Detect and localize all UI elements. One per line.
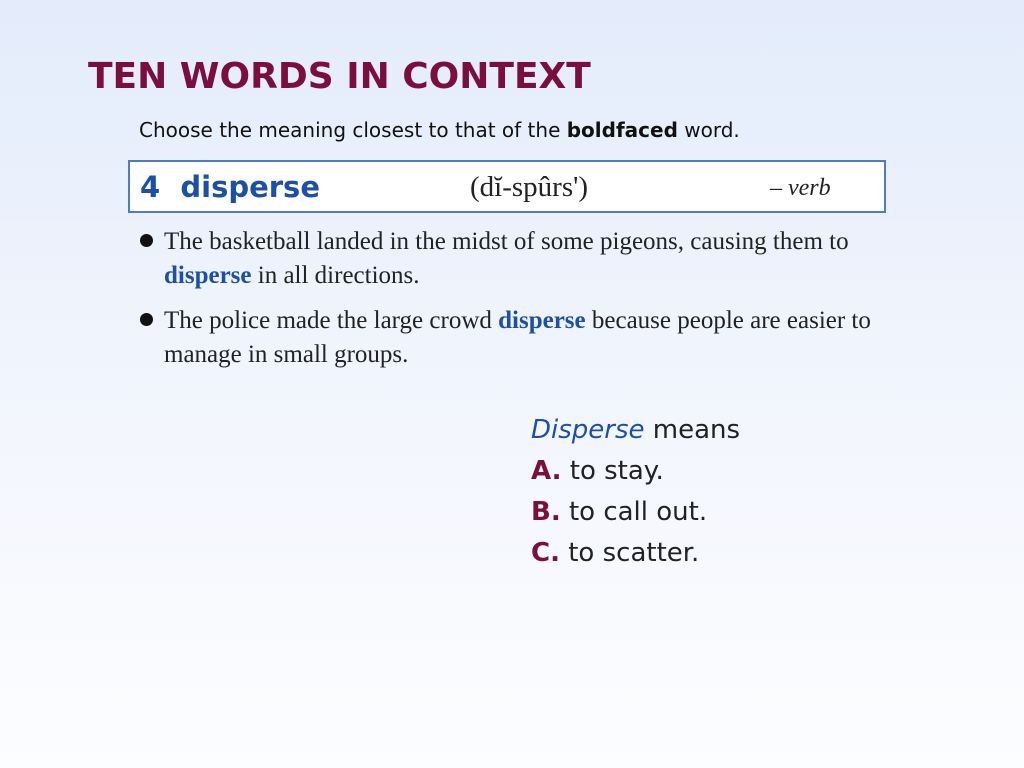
answer-choice-c[interactable] (531, 533, 740, 574)
choice-text: to scatter. (559, 538, 700, 568)
sentence-keyword: disperse (164, 262, 252, 289)
answer-choice-b[interactable] (531, 492, 740, 533)
instruction-bold-word: boldfaced (566, 118, 678, 142)
vocabulary-word: 4 disperse (140, 170, 320, 204)
choice-letter: B. (531, 497, 561, 527)
instruction-before: Choose the meaning closest to that of the (139, 118, 567, 142)
example-sentence (140, 225, 930, 293)
sentence-keyword: disperse (498, 307, 586, 334)
part-of-speech: – verb (770, 175, 831, 201)
pronunciation: (dĭ-spûrs') (470, 171, 588, 203)
bullet-icon (140, 313, 153, 326)
question-prompt (531, 410, 740, 451)
choice-text: to call out. (560, 497, 708, 527)
sentence-text-before: The police made the large crowd (164, 307, 499, 334)
bullet-icon (140, 234, 153, 247)
example-sentence (140, 304, 930, 372)
sentence-text-after: in all directions. (251, 262, 420, 289)
example-sentences (140, 225, 930, 383)
choice-letter: A. (531, 456, 562, 486)
instruction-text (139, 118, 740, 142)
question-word: Disperse (531, 415, 645, 445)
sentence-text-before: The basketball landed in the midst of some pigeons, causing them to (164, 228, 849, 255)
answer-choice-a[interactable] (531, 451, 740, 492)
page-title: TEN WORDS IN CONTEXT (88, 56, 591, 97)
vocabulary-word-box (128, 160, 886, 213)
meaning-question (531, 410, 740, 574)
question-suffix: means (644, 415, 741, 445)
sentence-text-after: because people are easier to manage in small groups. (164, 307, 871, 368)
instruction-after: word. (677, 118, 740, 142)
choice-letter: C. (531, 538, 560, 568)
choice-text: to stay. (561, 456, 664, 486)
